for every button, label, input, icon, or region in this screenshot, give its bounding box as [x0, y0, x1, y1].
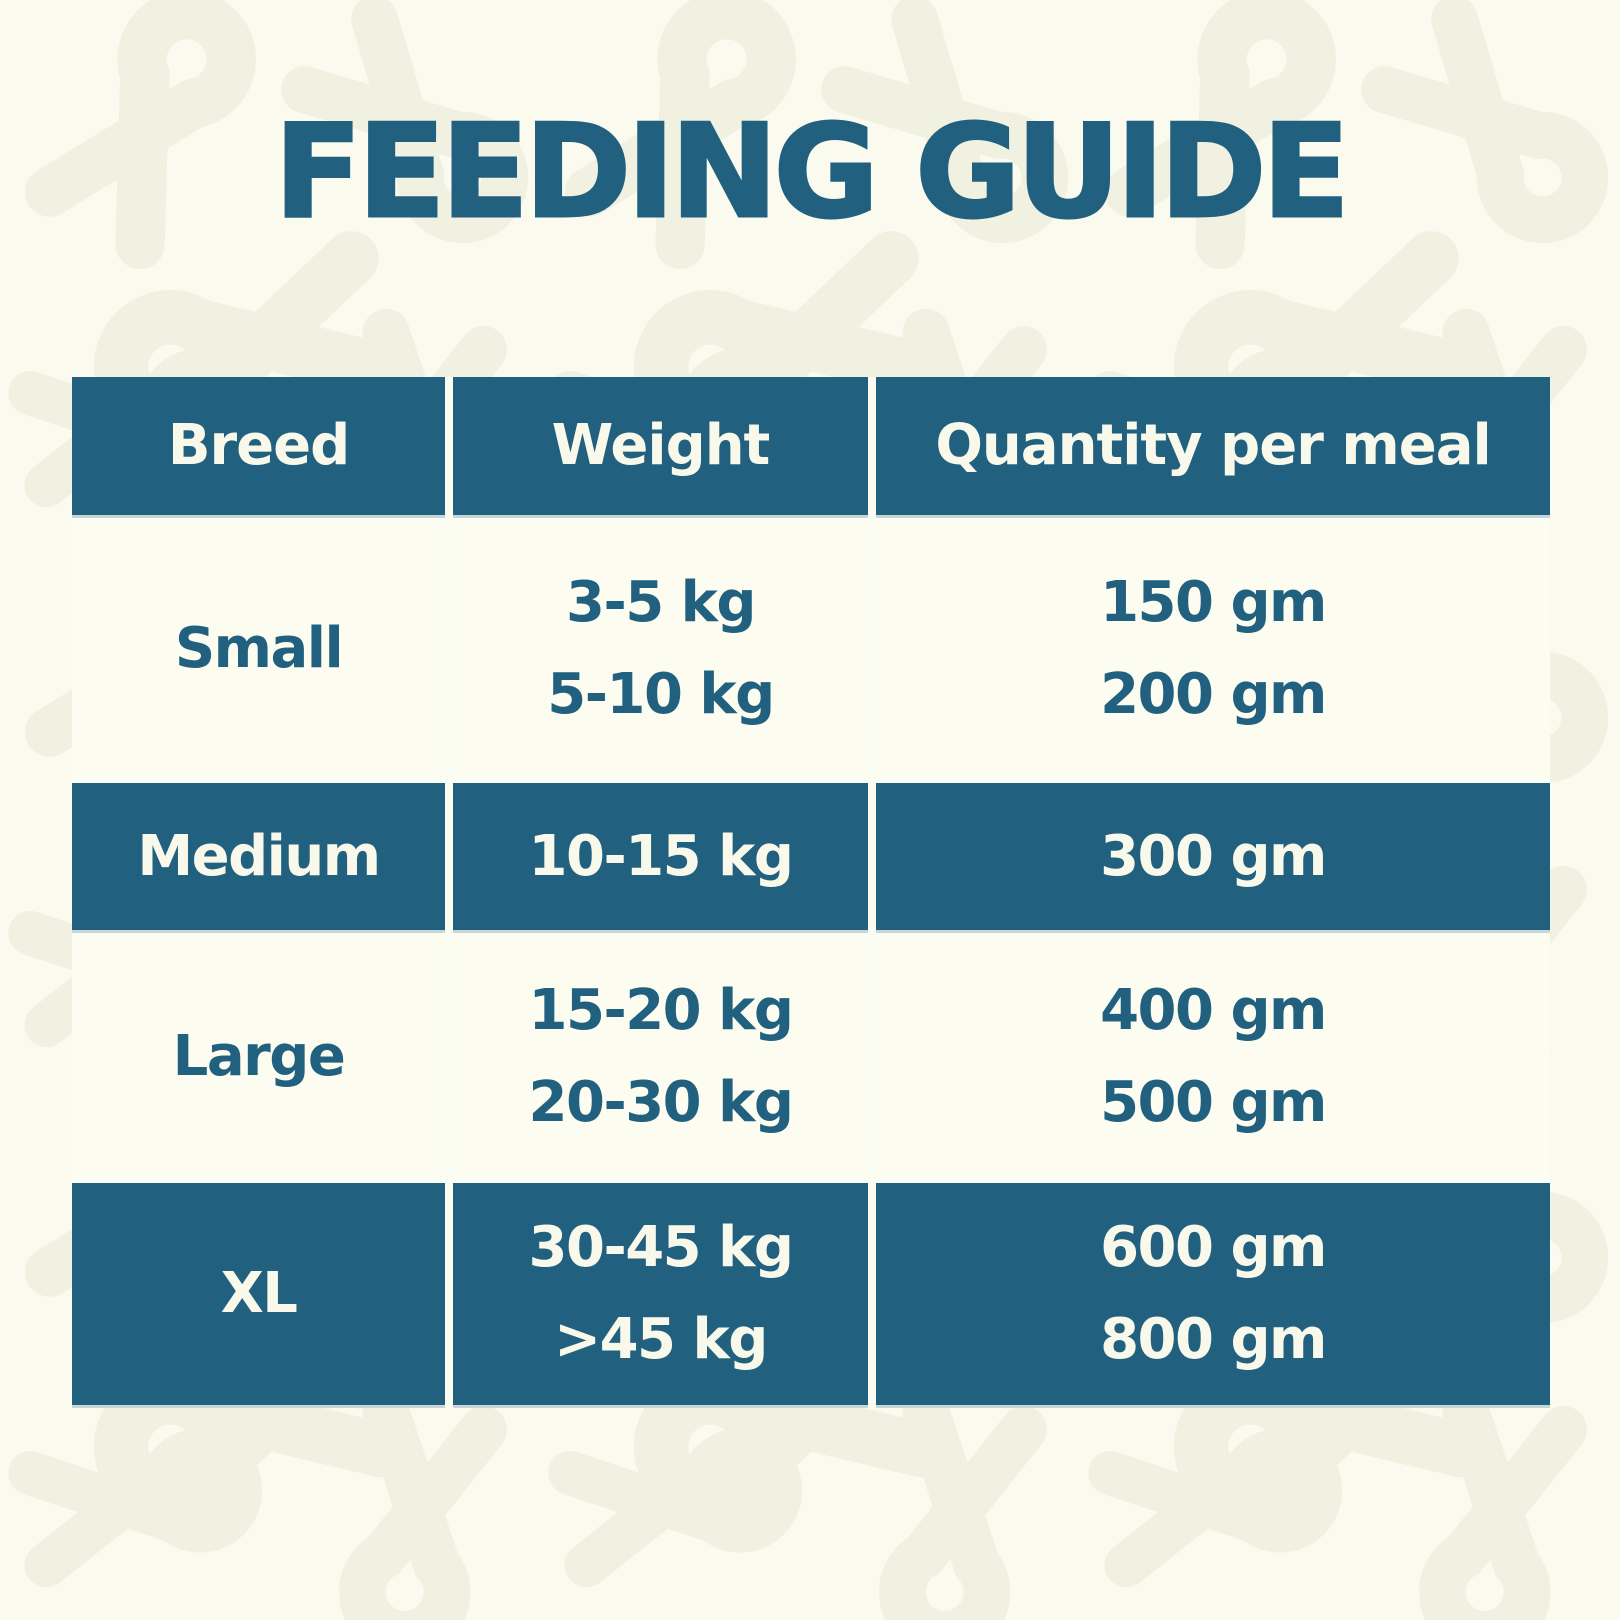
cell-breed-medium [72, 783, 445, 930]
quantity-value: 800 gm [1100, 1307, 1326, 1372]
header-breed-label: Breed [167, 413, 350, 478]
breed-label: Medium [137, 823, 380, 889]
weight-value: 3-5 kg [566, 570, 755, 635]
cell-breed-xl [72, 1183, 445, 1405]
cell-breed-small [72, 523, 445, 775]
quantity-value: 600 gm [1100, 1215, 1326, 1280]
quantity-value: 400 gm [1100, 977, 1326, 1043]
header-weight-label: Weight [551, 413, 770, 478]
quantity-value: 200 gm [1100, 662, 1326, 727]
weight-value: 30-45 kg [528, 1215, 793, 1280]
weight-value: 20-30 kg [528, 1069, 793, 1135]
cell-weight-medium [453, 783, 868, 930]
header-quantity-label: Quantity per meal [935, 413, 1491, 478]
feeding-table [72, 377, 1550, 1405]
breed-label: Large [172, 1023, 345, 1089]
cell-quantity-large [876, 938, 1550, 1175]
weight-value: 15-20 kg [528, 977, 793, 1043]
quantity-value: 150 gm [1100, 570, 1326, 635]
breed-label: XL [220, 1261, 297, 1326]
header-breed [72, 377, 445, 515]
weight-value: >45 kg [554, 1307, 767, 1372]
quantity-value: 500 gm [1100, 1069, 1326, 1135]
header-weight [453, 377, 868, 515]
cell-quantity-medium [876, 783, 1550, 930]
weight-value: 5-10 kg [547, 662, 774, 727]
header-quantity [876, 377, 1550, 515]
cell-quantity-small [876, 523, 1550, 775]
cell-weight-small [453, 523, 868, 775]
breed-label: Small [174, 616, 343, 681]
cell-quantity-xl [876, 1183, 1550, 1405]
cell-weight-xl [453, 1183, 868, 1405]
weight-value: 10-15 kg [528, 823, 793, 889]
page-title: FEEDING GUIDE [274, 98, 1346, 247]
cell-weight-large [453, 938, 868, 1175]
quantity-value: 300 gm [1100, 823, 1326, 889]
cell-breed-large [72, 938, 445, 1175]
